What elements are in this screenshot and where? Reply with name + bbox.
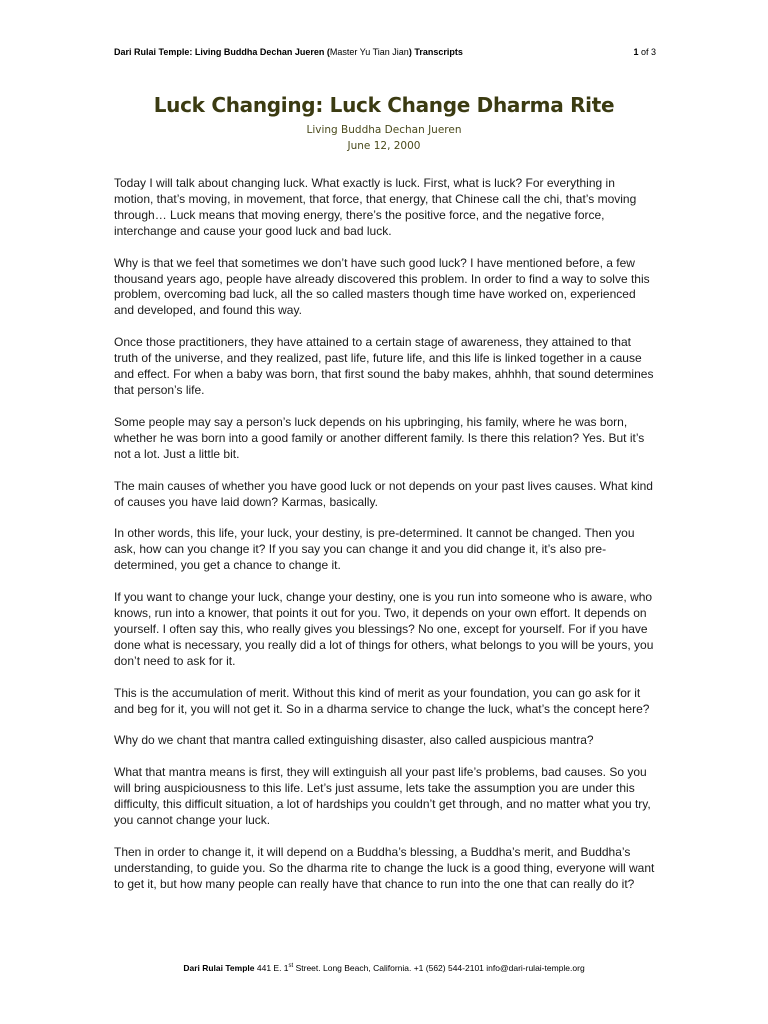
footer-address-pre: 441 E. 1 bbox=[256, 963, 289, 973]
paragraph: What that mantra means is first, they will extinguish all your past life’s problems, bad causes. So you will bring auspiciousness to this life. Let’s just assume, lets take the assumption you are under this difficulty, this difficult situation, a lot of hardships you couldn’t get through, and no matter what you try, you cannot change your luck. bbox=[114, 765, 651, 828]
page-footer bbox=[0, 963, 768, 973]
document-title: Luck Changing: Luck Change Dharma Rite bbox=[153, 93, 615, 117]
document-date: June 12, 2000 bbox=[347, 140, 421, 152]
page-number-total: of 3 bbox=[640, 47, 656, 57]
page-number-current: 1 bbox=[633, 47, 639, 57]
header-master: Master Yu Tian Jian bbox=[329, 47, 409, 57]
paragraph: Some people may say a person’s luck depends on his upbringing, his family, where he was born, whether he was born into a good family or another different family. Is there this relation? Yes. But it’s not a lot. Just a little bit. bbox=[114, 414, 645, 461]
paragraph: Why is that we feel that sometimes we don’t have such good luck? I have mentioned before, a few thousand years ago, people have already discovered this problem. In order to find a way to solve this problem, overcoming bad luck, all the so called masters though time have worked on, experienced and developed, and found this way. bbox=[114, 255, 650, 318]
header-open-paren: ( bbox=[326, 47, 330, 57]
header-close-paren: ) bbox=[408, 47, 412, 57]
document-author: Living Buddha Dechan Jueren bbox=[306, 124, 462, 136]
paragraph: This is the accumulation of merit. Without this kind of merit as your foundation, you can go ask for it and beg for it, you will not get it. So in a dharma service to change the luck, what’s the concept here? bbox=[114, 685, 650, 716]
paragraph: Why do we chant that mantra called extinguishing disaster, also called auspicious mantra? bbox=[114, 733, 594, 748]
paragraph: Once those practitioners, they have attained to a certain stage of awareness, they attained to that truth of the universe, and they realized, past life, future life, and this life is linked together in a cause and effect. For when a baby was born, that first sound the baby makes, ahhhh, that sound determines that person’s life. bbox=[114, 335, 654, 397]
footer-email: info@dari-rulai-temple.org bbox=[486, 963, 585, 973]
paragraph: If you want to change your luck, change your destiny, one is you run into someone who is aware, who knows, run into a knower, that points it out for you. Two, it depends on your own effort. It depends on yourself. I often say this, who really gives you blessings? No one, except for yourself. For if you have done what is necessary, you really did a lot of things for others, what belongs to you will be yours, you don’t need to ask for it. bbox=[114, 590, 654, 668]
footer-address-sup: st bbox=[288, 963, 294, 970]
footer-address-post: Street. Long Beach, California. +1 (562) 544-2101 bbox=[295, 963, 484, 973]
paragraph: In other words, this life, your luck, your destiny, is pre-determined. It cannot be changed. Then you ask, how can you change it? If you say you can change it and you did change it, it’s also pre-determined, you get a chance to change it. bbox=[114, 526, 635, 573]
header-speaker: Living Buddha Dechan Jueren bbox=[194, 47, 325, 57]
paragraph: Today I will talk about changing luck. What exactly is luck. First, what is luck? For everything in motion, that’s moving, in movement, that force, that energy, that Chinese call the chi, that’s moving through… Luck means that moving energy, there’s the positive force, and the negative force, interchange and cause your good luck and bad luck. bbox=[114, 176, 637, 238]
page-header bbox=[114, 46, 656, 62]
page-number bbox=[633, 47, 656, 57]
paragraph: Then in order to change it, it will depend on a Buddha’s blessing, a Buddha’s merit, and Buddha’s understanding, to guide you. So the dharma rite to change the luck is a good thing, everyone will want to get it, but how many people can really have that chance to run into the one that can really do it? bbox=[114, 845, 655, 891]
header-doc-type: Transcripts bbox=[414, 47, 463, 57]
paragraph: The main causes of whether you have good luck or not depends on your past lives causes. What kind of causes you have laid down? Karmas, basically. bbox=[114, 478, 653, 509]
document-body bbox=[114, 176, 656, 909]
header-org: Dari Rulai Temple: bbox=[114, 47, 193, 57]
header-title bbox=[114, 47, 463, 57]
footer-org: Dari Rulai Temple bbox=[183, 963, 255, 973]
